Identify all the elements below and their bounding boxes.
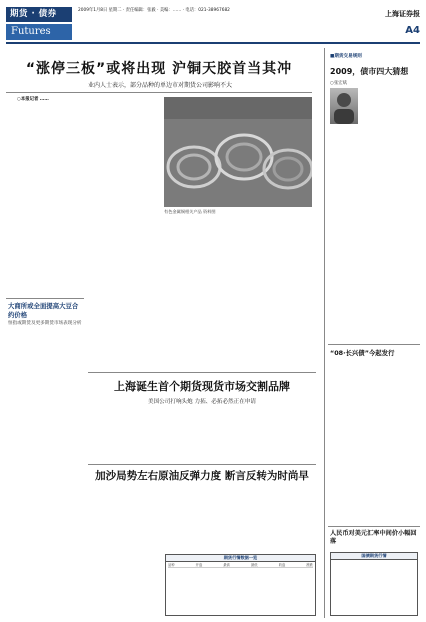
left-box-title: 大商所或全面提高大豆合约价格: [8, 302, 79, 319]
right-col-tag: ■期货交易规则: [330, 54, 362, 59]
story-photo: [164, 97, 312, 207]
masthead-rule: [6, 42, 420, 44]
portrait-image: [330, 88, 358, 124]
main-subhead: 业内人士表示，部分品种的单边市对期货公司影响不大: [87, 82, 232, 89]
story2-headline: 上海诞生首个期货现货市场交割品牌: [114, 380, 290, 393]
divider: [88, 464, 316, 465]
paper-name: 上海证券报: [385, 9, 420, 18]
main-story-col-4: [240, 218, 314, 292]
right-col-title: 2009，债市四大猜想: [330, 67, 409, 76]
divider: [328, 344, 420, 345]
section-label-en: Futures: [6, 24, 72, 40]
divider: [88, 372, 316, 373]
col-header: 最高: [223, 563, 230, 567]
story2-subhead: 美国公司打响头炮 力拓、必拓必然正在申请: [147, 399, 257, 405]
right-col-h2: “08·长兴债”今起发行: [330, 349, 395, 357]
right-col-intro: [362, 88, 418, 126]
story3-headline: 加沙局势左右原油反弹力度 断言反转为时尚早: [95, 470, 309, 482]
masthead: [6, 6, 420, 43]
main-story-col-3: [164, 218, 238, 292]
futures-table-title: 期货行情数据一览: [166, 555, 315, 562]
right-col-h2-body: [330, 358, 418, 526]
main-story-col-1: [8, 96, 82, 292]
author-portrait: [330, 88, 358, 124]
main-headline: “涨停三板”或将出现 沪铜天胶首当其冲: [25, 61, 293, 77]
bond-table-body: [331, 560, 417, 562]
main-story-col-2: [86, 96, 160, 292]
main-byline: ○本报记者 ……: [17, 97, 49, 102]
copper-coils-image: [164, 97, 312, 207]
right-col-h3: 人民币对美元汇率中间价小幅回落: [330, 530, 417, 545]
story3-col-2: [165, 484, 239, 550]
divider: [328, 526, 420, 527]
masthead-info: 2009年1月8日 星期二 · 责任编辑：张毅 · 美编：…… · 电话：021-38967682: [78, 8, 230, 13]
col-header: 最低: [251, 563, 258, 567]
divider: [6, 92, 312, 93]
story2-col-3: [242, 408, 316, 464]
futures-table: [165, 554, 316, 616]
story2-col-2: [165, 408, 239, 464]
divider: [6, 298, 84, 299]
left-box-subtitle: 恒指或期货及更多期货市场表现分析: [8, 321, 82, 326]
right-col-body: [330, 130, 418, 342]
story3-col-1: [88, 484, 162, 616]
col-header: 开盘: [195, 563, 203, 567]
story2-col-1: [88, 408, 162, 464]
futures-table-body: [166, 562, 315, 569]
table-header-row: [168, 563, 313, 568]
column-divider: [324, 48, 325, 618]
col-header: 品种: [168, 563, 175, 567]
bond-table: [330, 552, 418, 616]
page-number: A4: [405, 25, 420, 36]
col-header: 收盘: [278, 563, 286, 567]
bond-table-title: 国债期货行情: [331, 553, 417, 560]
story3-col-3: [242, 484, 316, 550]
left-box-body: [8, 336, 82, 616]
right-col-author: ○张宏斌: [330, 81, 348, 86]
section-label: 期货 · 债券: [6, 7, 72, 22]
photo-caption: 有色金属铜相关产品 资料图: [164, 209, 216, 214]
col-header: 涨跌: [306, 563, 313, 567]
